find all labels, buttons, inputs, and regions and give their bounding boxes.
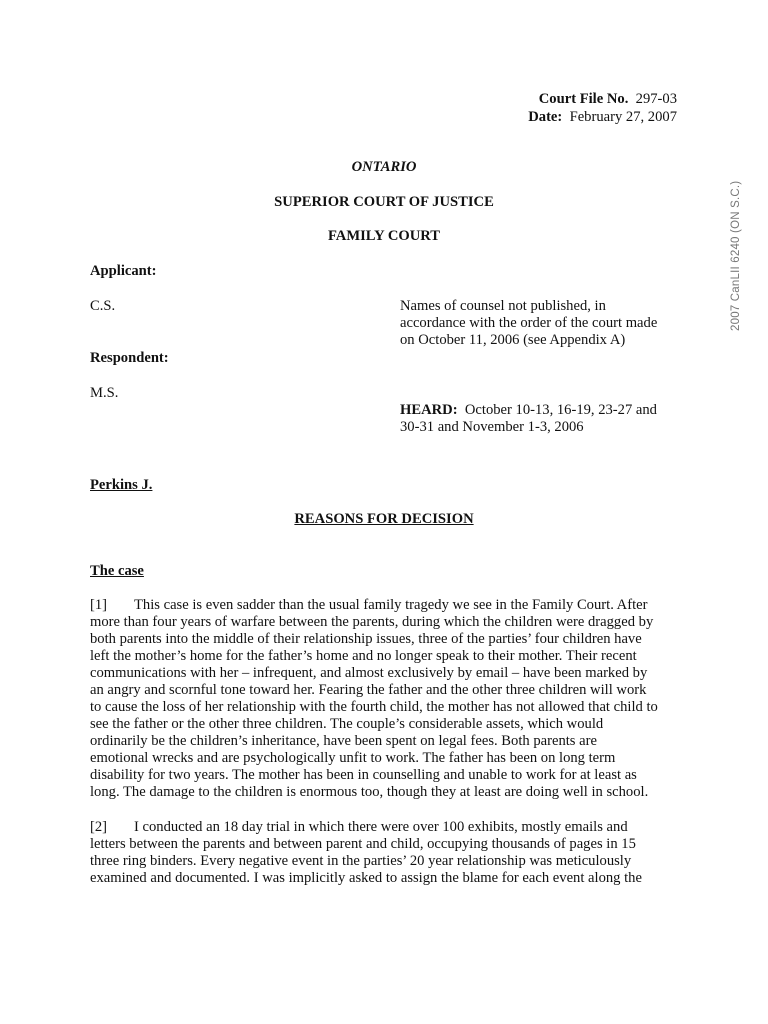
court-file-label: Court File No. [538, 91, 629, 107]
paragraph-line: both parents into the middle of their relationship issues, three of the parties’ four children have [90, 631, 642, 647]
heard-block [400, 402, 690, 436]
paragraph-line: emotional wrecks and are psychologically unfit to work. The father has been on long term [90, 750, 616, 766]
paragraph-2 [90, 819, 678, 887]
paragraph-line: long. The damage to the children is enormous too, though they at least are doing well in school. [90, 784, 649, 800]
respondent-name: M.S. [90, 385, 119, 401]
heard-dates: October 10-13, 16-19, 23-27 and [464, 402, 657, 418]
division-heading: FAMILY COURT [327, 228, 441, 244]
paragraph-line: I conducted an 18 day trial in which there were over 100 exhibits, mostly emails and [134, 819, 628, 835]
date-line [528, 108, 677, 126]
paragraph-number: [1] [90, 597, 108, 613]
paragraph-line: left the mother’s home for the father’s home and no longer speak to their mother. Their recent [90, 648, 637, 664]
court-file-value: 297-03 [635, 91, 677, 107]
counsel-note [400, 298, 690, 349]
heard-line [400, 402, 690, 419]
date-value: February 27, 2007 [569, 109, 677, 125]
decision-title: REASONS FOR DECISION [294, 511, 474, 527]
paragraph-line: examined and documented. I was implicitly asked to assign the blame for each event along the [90, 870, 642, 886]
counsel-line: Names of counsel not published, in [400, 298, 606, 314]
paragraph-line: to cause the loss of her relationship with the fourth child, the mother has not allowed that child to [90, 699, 658, 715]
court-file-block [528, 90, 677, 126]
canlii-watermark [728, 171, 742, 331]
province-heading: ONTARIO [351, 159, 417, 175]
paragraph-line: see the father or the other three children. The couple’s considerable assets, which would [90, 716, 604, 732]
respondent-label: Respondent: [90, 350, 169, 366]
paragraph-line: more than four years of warfare between the parents, during which the children were dragged by [90, 614, 654, 630]
heard-line: 30-31 and November 1-3, 2006 [400, 419, 584, 435]
paragraph-line: ordinarily be the children’s inheritance, have been spent on legal fees. Both parents are [90, 733, 597, 749]
counsel-line: on October 11, 2006 (see Appendix A) [400, 332, 626, 348]
paragraph-line: This case is even sadder than the usual family tragedy we see in the Family Court. After [134, 597, 648, 613]
date-label: Date: [528, 109, 563, 125]
paragraph-line: an angry and scornful tone toward her. Fearing the father and the other three children will work [90, 682, 647, 698]
watermark-text: 2007 CanLII 6240 (ON S.C.) [730, 180, 742, 331]
section-heading: The case [90, 563, 144, 579]
paragraph-line: disability for two years. The mother has been in counselling and unable to work for at least as [90, 767, 637, 783]
paragraph-line: three ring binders. Every negative event in the parties’ 20 year relationship was meticulously [90, 853, 632, 869]
heard-label: HEARD: [400, 402, 458, 418]
applicant-label: Applicant: [90, 263, 157, 279]
court-heading: SUPERIOR COURT OF JUSTICE [274, 194, 494, 210]
counsel-line: accordance with the order of the court made [400, 315, 658, 331]
paragraph-line: communications with her – infrequent, and almost exclusively by email – have been marked by [90, 665, 648, 681]
paragraph-number: [2] [90, 819, 108, 835]
court-file-line [528, 90, 677, 108]
applicant-name: C.S. [90, 298, 116, 314]
judge-name: Perkins J. [90, 477, 153, 493]
paragraph-1 [90, 597, 678, 801]
paragraph-line: letters between the parents and between parent and child, occupying thousands of pages in 15 [90, 836, 636, 852]
